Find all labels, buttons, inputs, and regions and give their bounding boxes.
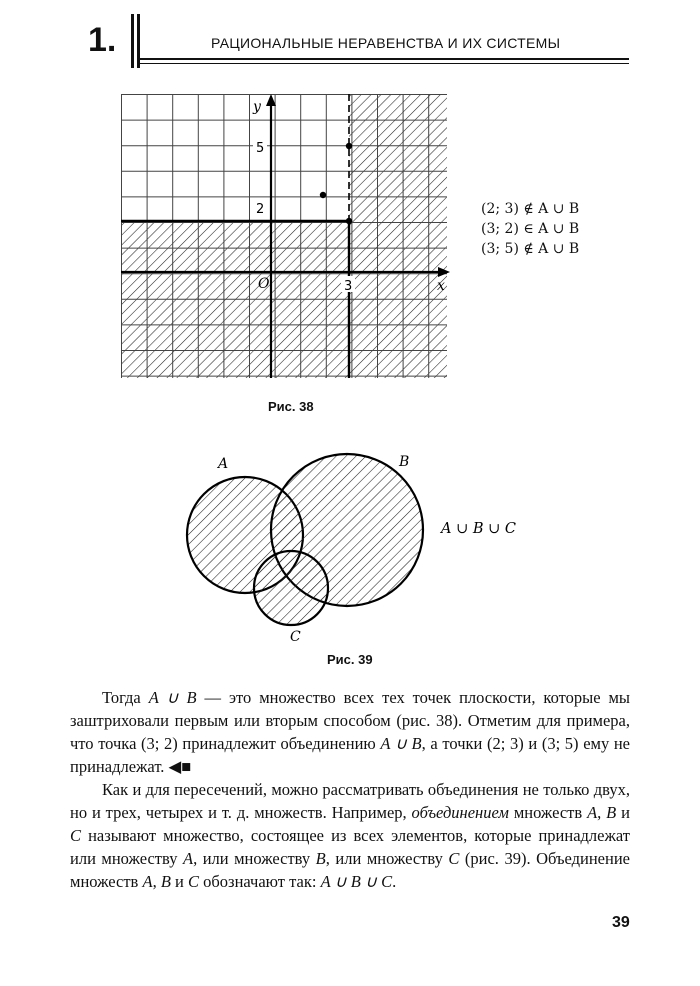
running-head-title: РАЦИОНАЛЬНЫЕ НЕРАВЕНСТВА И ИХ СИСТЕМЫ xyxy=(211,35,561,51)
term-union: объединением xyxy=(411,803,509,822)
set-b-label: B xyxy=(399,454,410,470)
figure-38 xyxy=(121,94,450,378)
paragraph-1: Тогда A ∪ B — это множество всех тех точек плоскости, которые мы заштриховали первым или вторым способом (рис. 38). Отметим для примера, что точка (3; 2) принадлежит объединению A ∪ B, а точки (2; 3) и (3; 5) ему не принадлежат. ◀■ xyxy=(70,688,631,776)
tick-label-y2: 2 xyxy=(256,202,265,217)
x-axis-label: x xyxy=(437,278,445,294)
figure-39-caption: Рис. 39 xyxy=(327,652,373,667)
point-3-2 xyxy=(346,218,352,224)
shaded-region xyxy=(121,94,447,378)
relation-3-2: (3; 2) ∈ A ∪ B xyxy=(481,221,580,237)
set-a-label: A xyxy=(218,456,229,472)
figure-39 xyxy=(187,454,516,645)
union-label: A ∪ B ∪ C xyxy=(441,521,516,537)
set-c-circle xyxy=(254,551,328,625)
figure-38-caption: Рис. 38 xyxy=(268,399,314,414)
proof-end-mark: ◀■ xyxy=(168,757,192,776)
point-2-3 xyxy=(320,192,326,198)
paragraph-2: Как и для пересечений, можно рассматривать объединения не только двух, но и трех, четырех и т. д. множеств. Например, объединением множеств A, B и C называют множество, состоящее из всех элементов, которые принадлежат или множеству A, или множеству B, или множеству C (рис. 39). Объединение множеств A, B и C обозначают так: A ∪ B ∪ C. xyxy=(70,780,630,891)
relation-2-3: (2; 3) ∉ A ∪ B xyxy=(481,201,580,217)
origin-label: O xyxy=(258,276,270,292)
body-text xyxy=(70,686,630,893)
page-number: 39 xyxy=(612,914,630,931)
y-axis-arrow xyxy=(266,94,276,106)
chapter-number: 1. xyxy=(88,21,117,59)
tick-label-x3: 3 xyxy=(344,279,353,294)
points xyxy=(320,143,352,224)
y-axis-label: y xyxy=(253,99,261,115)
relation-3-5: (3; 5) ∉ A ∪ B xyxy=(481,241,580,257)
tick-label-y5: 5 xyxy=(256,141,265,156)
point-3-5 xyxy=(346,143,352,149)
set-c-label: C xyxy=(290,629,301,645)
shaded-region-right-of-x3 xyxy=(349,94,447,221)
